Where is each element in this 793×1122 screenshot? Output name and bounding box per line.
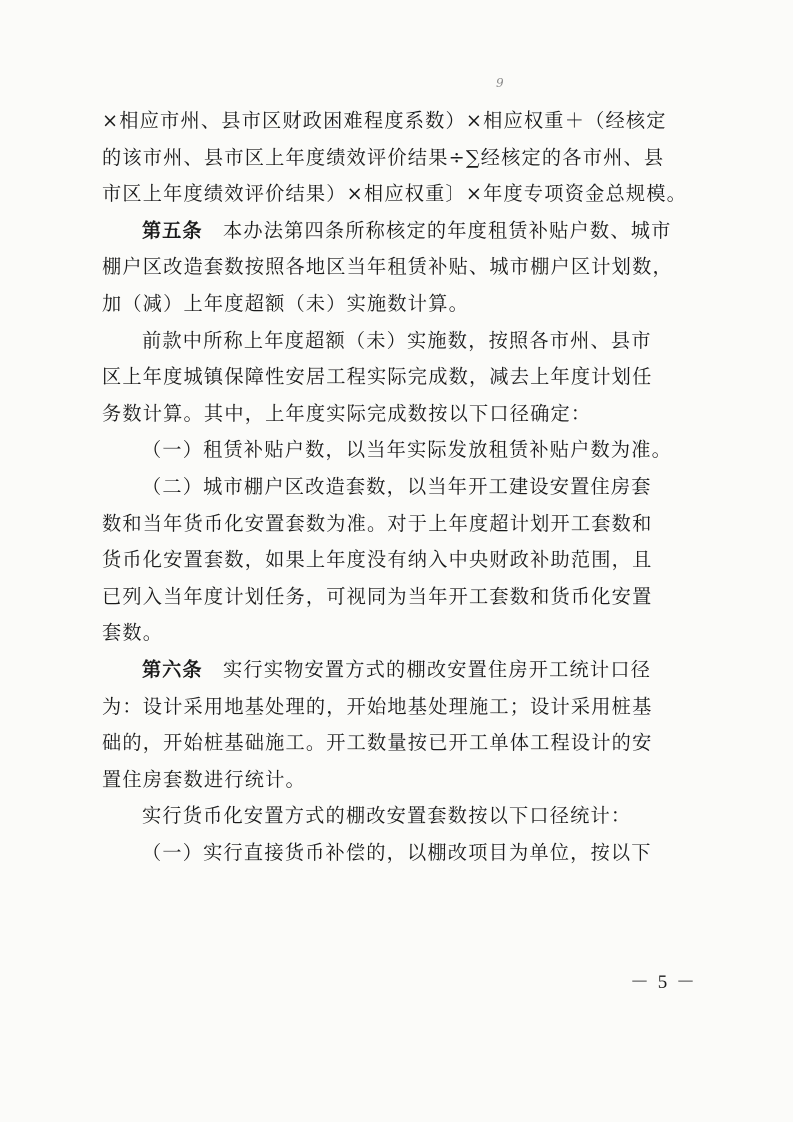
text-line: 数和当年货币化安置套数为准。对于上年度超计划开工套数和 — [102, 511, 653, 535]
text-line: 已列入当年度计划任务，可视同为当年开工套数和货币化安置 — [102, 584, 653, 608]
body-text — [102, 103, 696, 871]
text-line: 为：设计采用地基处理的，开始地基处理施工；设计采用桩基 — [102, 694, 653, 718]
list-item: （一）租赁补贴户数，以当年实际发放租赁补贴户数为准。 — [142, 438, 673, 462]
text-line: 实行货币化安置方式的棚改安置套数按以下口径统计： — [142, 804, 632, 828]
text-line: 前款中所称上年度超额（未）实施数，按照各市州、县市 — [142, 328, 652, 352]
text-line: 货币化安置套数，如果上年度没有纳入中央财政补助范围，且 — [102, 548, 653, 572]
margin-mark: 9 — [496, 76, 504, 90]
text-line: 置住房套数进行统计。 — [102, 767, 306, 791]
article-6-text: 实行实物安置方式的棚改安置住房开工统计口径 — [222, 657, 652, 681]
article-5-heading: 第五条 — [142, 218, 203, 242]
text-line: 区上年度城镇保障性安居工程实际完成数，减去上年度计划任 — [102, 365, 653, 389]
page-number: － 5 － — [630, 972, 698, 993]
list-item: （二）城市棚户区改造套数，以当年开工建设安置住房套 — [142, 474, 652, 498]
list-item: （一）实行直接货币补偿的，以棚改项目为单位，按以下 — [142, 840, 652, 864]
text-line: 务数计算。其中，上年度实际完成数按以下口径确定： — [102, 401, 592, 425]
text-line: 棚户区改造套数按照各地区当年租赁补贴、城市棚户区计划数， — [102, 255, 673, 279]
text-line: 础的，开始桩基础施工。开工数量按已开工单体工程设计的安 — [102, 731, 653, 755]
text-line: 加（减）上年度超额（未）实施数计算。 — [102, 291, 469, 315]
text-line: 的该市州、县市区上年度绩效评价结果÷∑经核定的各市州、县 — [102, 145, 665, 169]
text-line: 套数。 — [102, 621, 164, 645]
article-5-line — [102, 213, 696, 250]
article-6-line — [102, 652, 696, 689]
article-6-heading: 第六条 — [142, 657, 203, 681]
article-5-text: 本办法第四条所称核定的年度租赁补贴户数、城市 — [222, 218, 672, 242]
text-line: 市区上年度绩效评价结果）×相应权重〕×年度专项资金总规模。 — [102, 182, 688, 206]
text-line: ×相应市州、县市区财政困难程度系数）×相应权重＋（经核定 — [102, 109, 667, 132]
